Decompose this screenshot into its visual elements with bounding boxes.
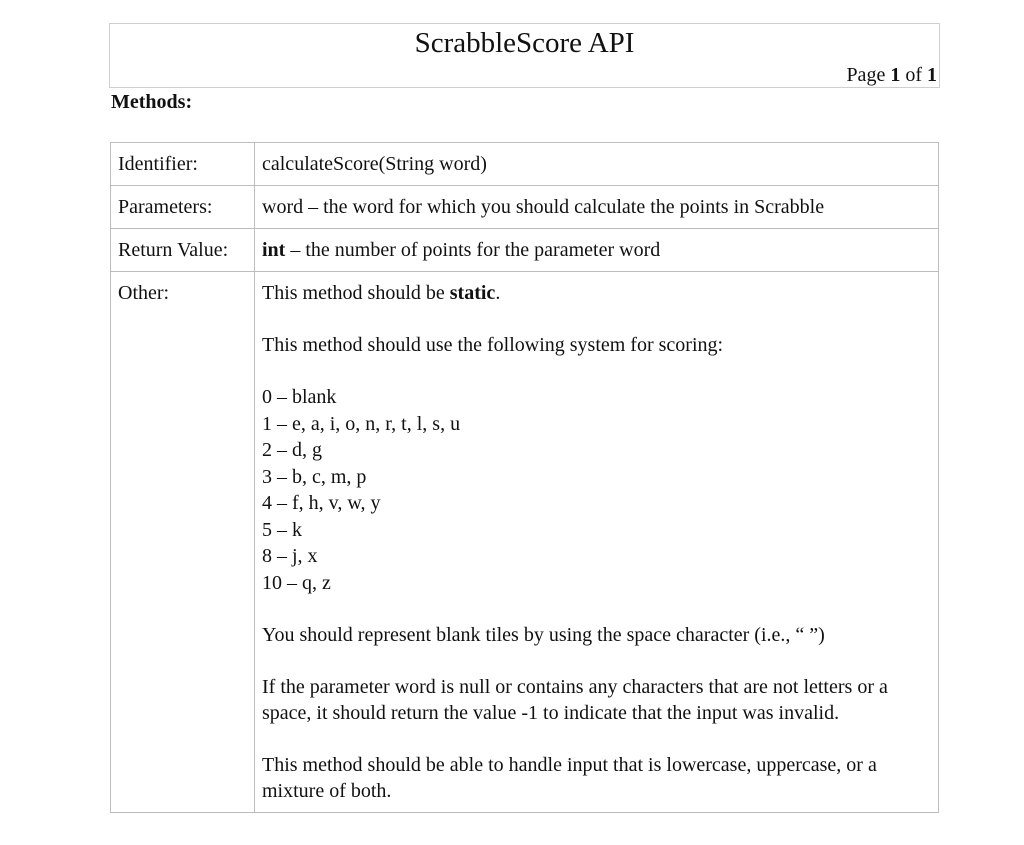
other-cell: [255, 272, 939, 813]
parameters-row: [111, 186, 939, 229]
method-table: [110, 142, 939, 813]
page-current: 1: [890, 64, 901, 86]
static-suffix: .: [495, 282, 501, 304]
score-line: 0 – blank: [262, 386, 337, 408]
return-value-label: Return Value:: [111, 229, 255, 272]
score-line: 2 – d, g: [262, 439, 322, 461]
page-of: of: [905, 64, 922, 86]
static-keyword: static: [449, 282, 496, 304]
static-note: [262, 280, 931, 306]
page-label: Page: [846, 64, 886, 86]
return-value-cell: [255, 229, 939, 272]
identifier-row: [111, 143, 939, 186]
invalid-input-note: If the parameter word is null or contains any characters that are not letters or a space, it should return the value -1 to indicate that the input was invalid.: [262, 676, 888, 724]
parameters-value: word – the word for which you should calculate the points in Scrabble: [255, 186, 939, 229]
score-line: 5 – k: [262, 518, 302, 541]
score-line: 8 – j, x: [262, 545, 318, 567]
document-header: [109, 23, 940, 88]
blank-tile-note: You should represent blank tiles by using the space character (i.e., “ ”): [262, 624, 825, 646]
other-row: [111, 272, 939, 813]
return-type: int: [262, 239, 286, 261]
score-line: 3 – b, c, m, p: [262, 465, 367, 488]
document-title: ScrabbleScore API: [414, 27, 635, 59]
return-value-row: [111, 229, 939, 272]
identifier-label: Identifier:: [111, 143, 255, 186]
parameters-label: Parameters:: [111, 186, 255, 229]
score-line: 4 – f, h, v, w, y: [262, 492, 381, 514]
scoring-intro: This method should use the following system for scoring:: [262, 334, 724, 356]
score-line: 10 – q, z: [262, 571, 331, 594]
page-indicator: [846, 63, 937, 87]
score-list: [262, 384, 931, 596]
static-prefix: This method should be: [262, 282, 450, 304]
case-handling-note: This method should be able to handle input that is lowercase, uppercase, or a mixture of both.: [262, 754, 877, 802]
methods-heading: Methods:: [111, 91, 193, 113]
score-line: 1 – e, a, i, o, n, r, t, l, s, u: [262, 412, 461, 435]
other-label: Other:: [111, 272, 255, 813]
identifier-value: calculateScore(String word): [255, 143, 939, 186]
return-description: – the number of points for the parameter word: [285, 239, 661, 261]
page-total: 1: [927, 64, 937, 86]
